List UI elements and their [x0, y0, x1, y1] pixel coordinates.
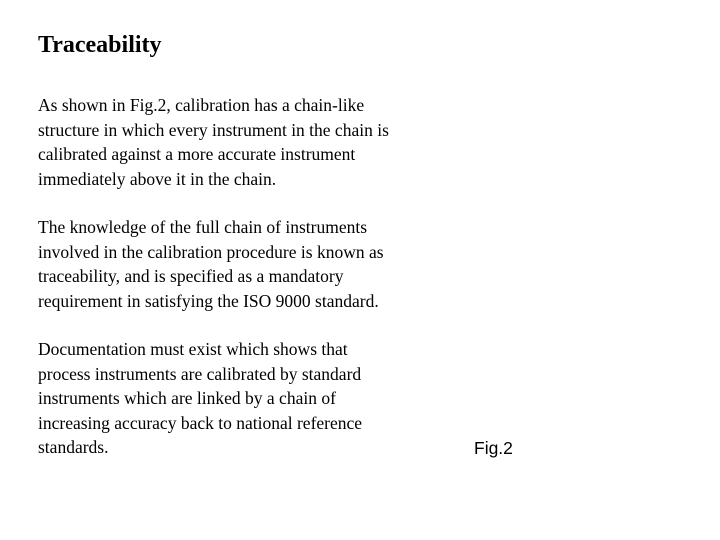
figure-label: Fig.2: [474, 438, 513, 458]
body-text: [38, 93, 398, 484]
paragraph-documentation: Documentation must exist which shows that process instruments are calibrated by standard instruments which are linked by a chain of increasing accuracy back to national reference standards.: [38, 339, 363, 457]
paragraph-calibration-chain: As shown in Fig.2, calibration has a chain-like structure in which every instrument in the chain is calibrated against a more accurate instrument immediately above it in the chain.: [38, 95, 389, 189]
paragraph-traceability-definition: The knowledge of the full chain of instruments involved in the calibration procedure is known as traceability, and is specified as a mandatory requirement in satisfying the ISO 9000 standard.: [38, 217, 384, 311]
slide-title: Traceability: [38, 32, 162, 58]
